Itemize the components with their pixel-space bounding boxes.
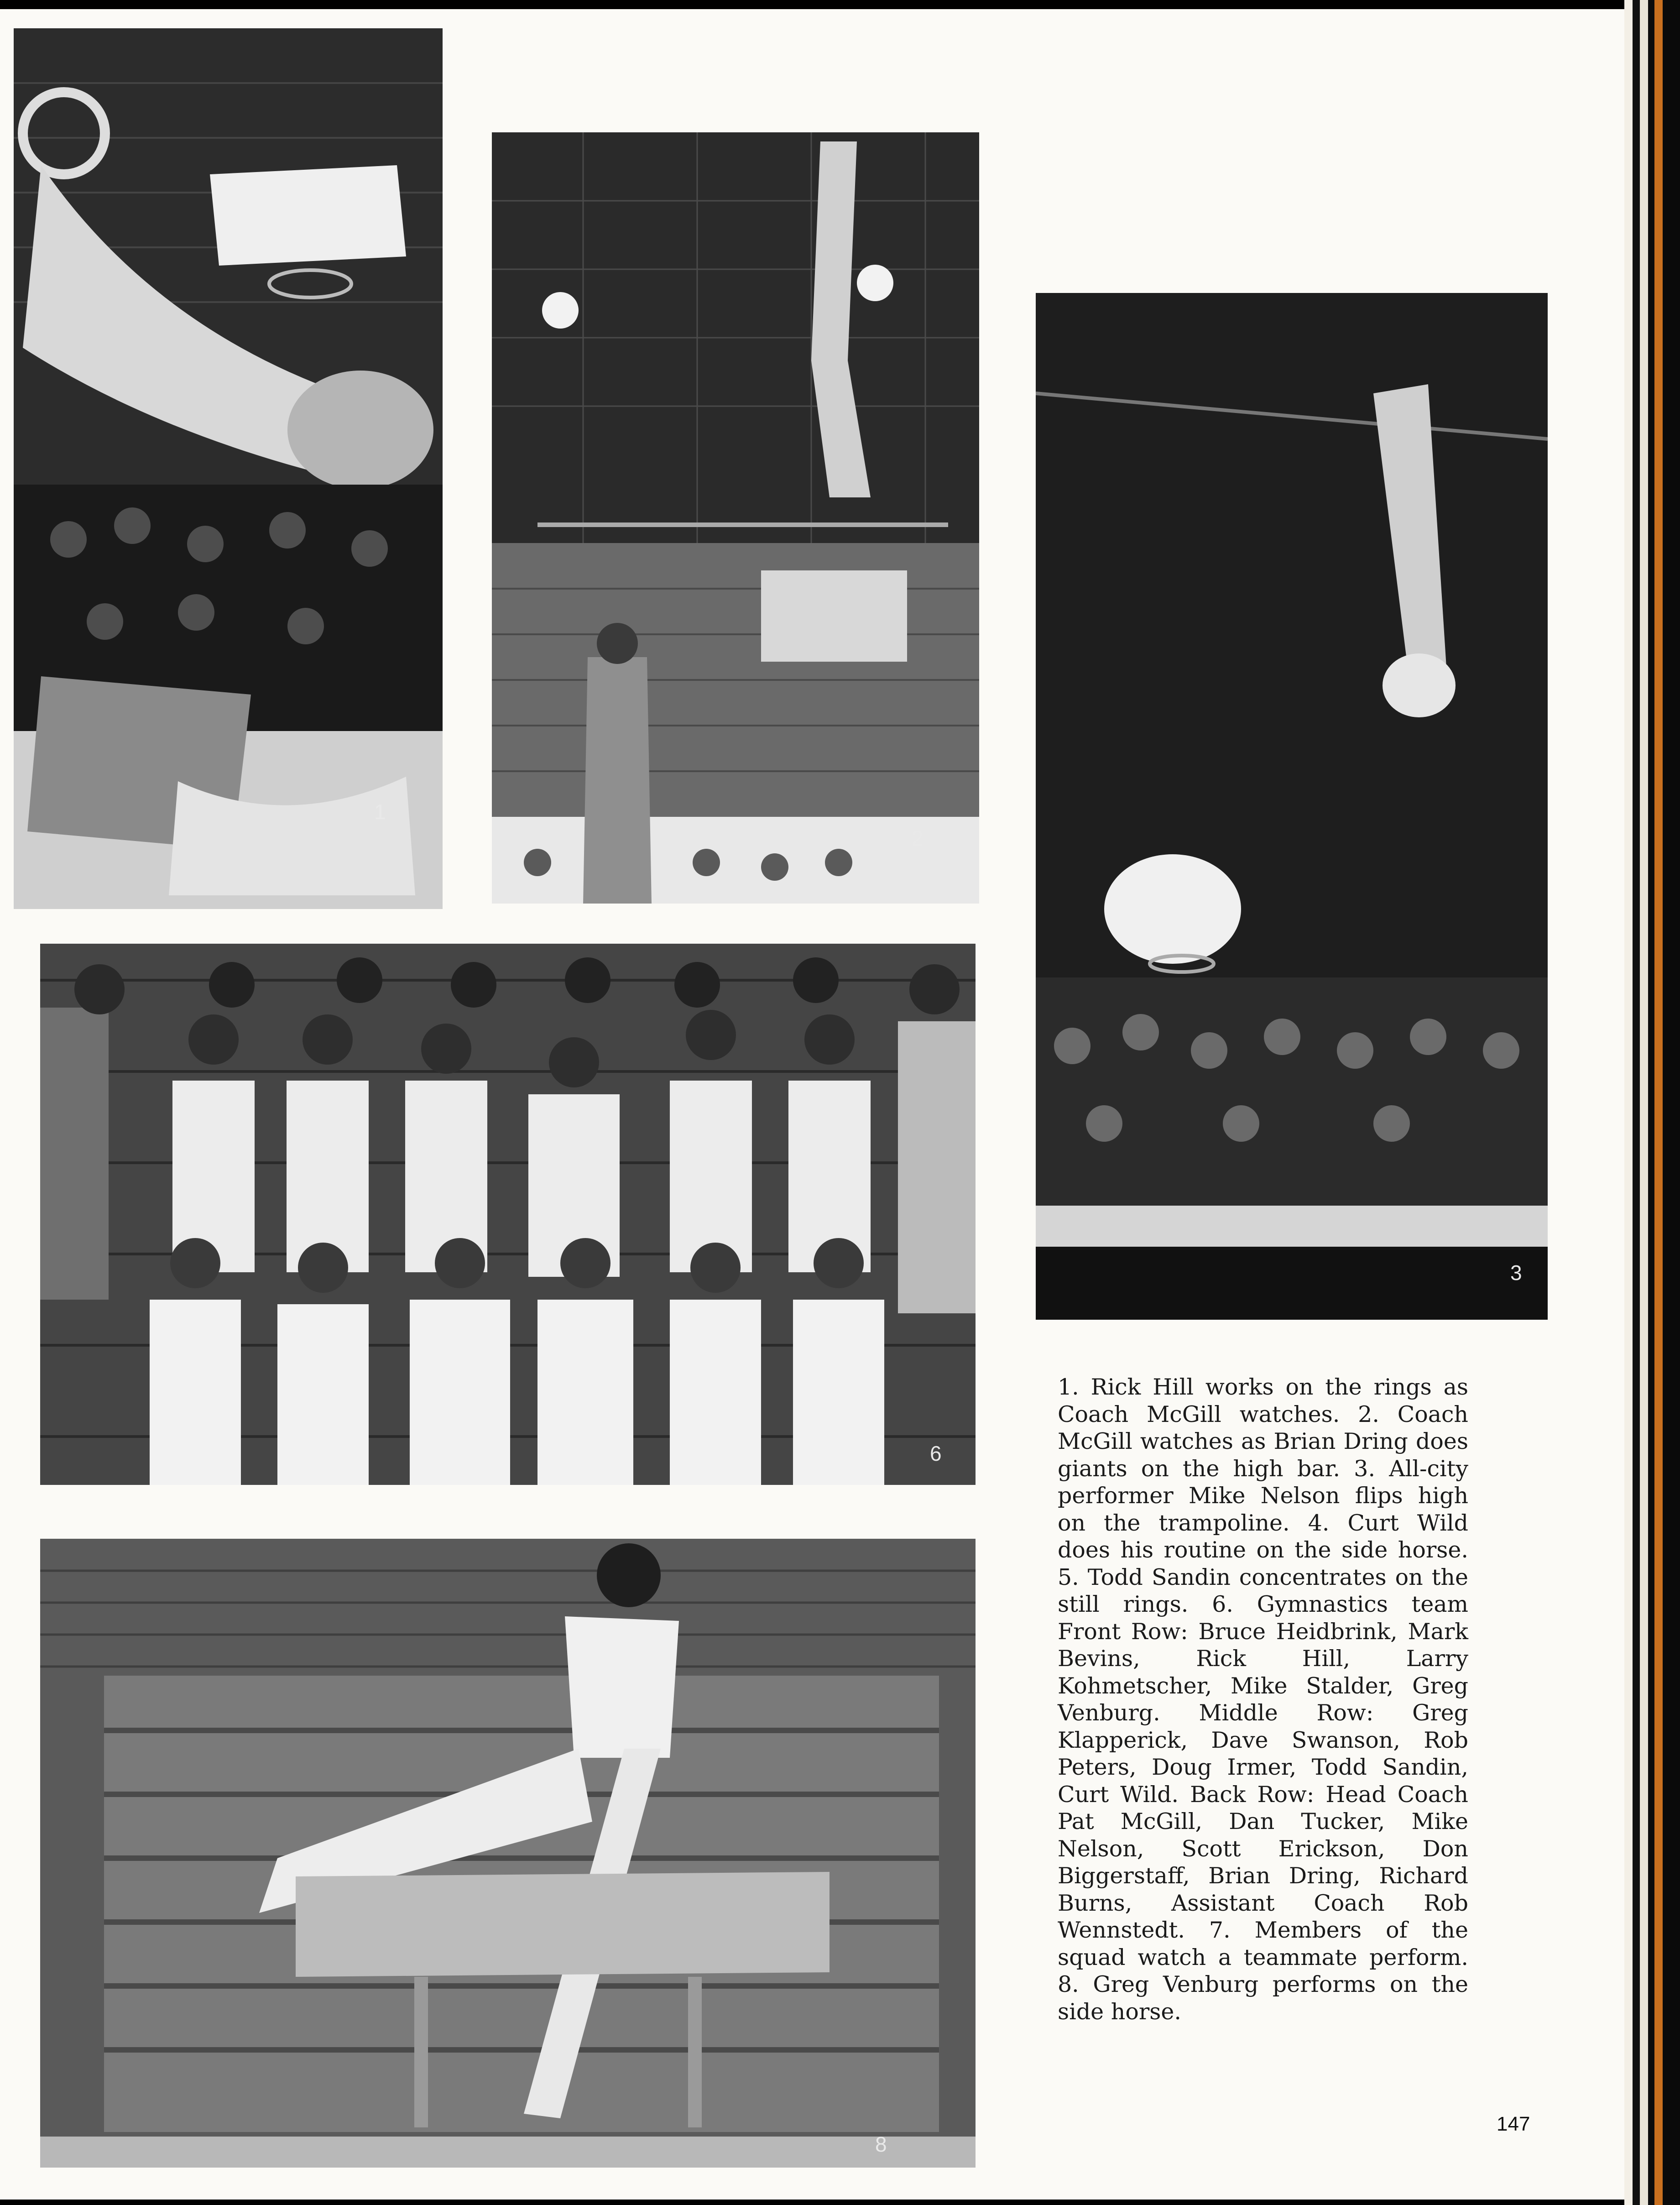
photo-number: 1 xyxy=(374,800,386,824)
yearbook-page xyxy=(0,9,1624,2200)
photo-3-trampoline xyxy=(1036,293,1548,1320)
photo-3-illustration xyxy=(1036,293,1548,1320)
photo-number: 6 xyxy=(930,1442,942,1465)
photo-6-team xyxy=(40,944,976,1485)
page-number: 147 xyxy=(1497,2113,1530,2135)
book-binding-edge xyxy=(1624,0,1680,2205)
photo-8-illustration xyxy=(40,1539,976,2168)
photo-2-illustration xyxy=(492,132,979,904)
photo-8-side-horse xyxy=(40,1539,976,2168)
photo-number: 2 xyxy=(912,826,923,850)
photo-1-rings xyxy=(14,28,443,909)
photo-number: 8 xyxy=(875,2132,887,2156)
photo-1-illustration xyxy=(14,28,443,909)
photo-number: 3 xyxy=(1510,1261,1522,1285)
photo-2-high-bar xyxy=(492,132,979,904)
photo-captions: 1. Rick Hill works on the rings as Coach McGill watches. 2. Coach McGill watches as Brian Dring does giants on the high bar. 3. All-city performer Mike Nelson flips high on the trampoline. 4. Curt Wild does his routine on the side horse. 5. Todd Sandin concentrates on the still rings. 6. Gymnastics team Front Row: Bruce Heidbrink, Mark Bevins, Rick Hill, Larry Kohmetscher, Mike Stalder, Greg Venburg. Middle Row: Greg Klapperick, Dave Swanson, Rob Peters, Doug Irmer, Todd Sandin, Curt Wild. Back Row: Head Coach Pat McGill, Dan Tucker, Mike Nelson, Scott Erickson, Don Biggerstaff, Brian Dring, Richard Burns, Assistant Coach Rob Wennstedt. 7. Members of the squad watch a teammate perform. 8. Greg Venburg performs on the side horse. xyxy=(1058,1374,1468,2025)
photo-6-illustration xyxy=(40,944,976,1485)
